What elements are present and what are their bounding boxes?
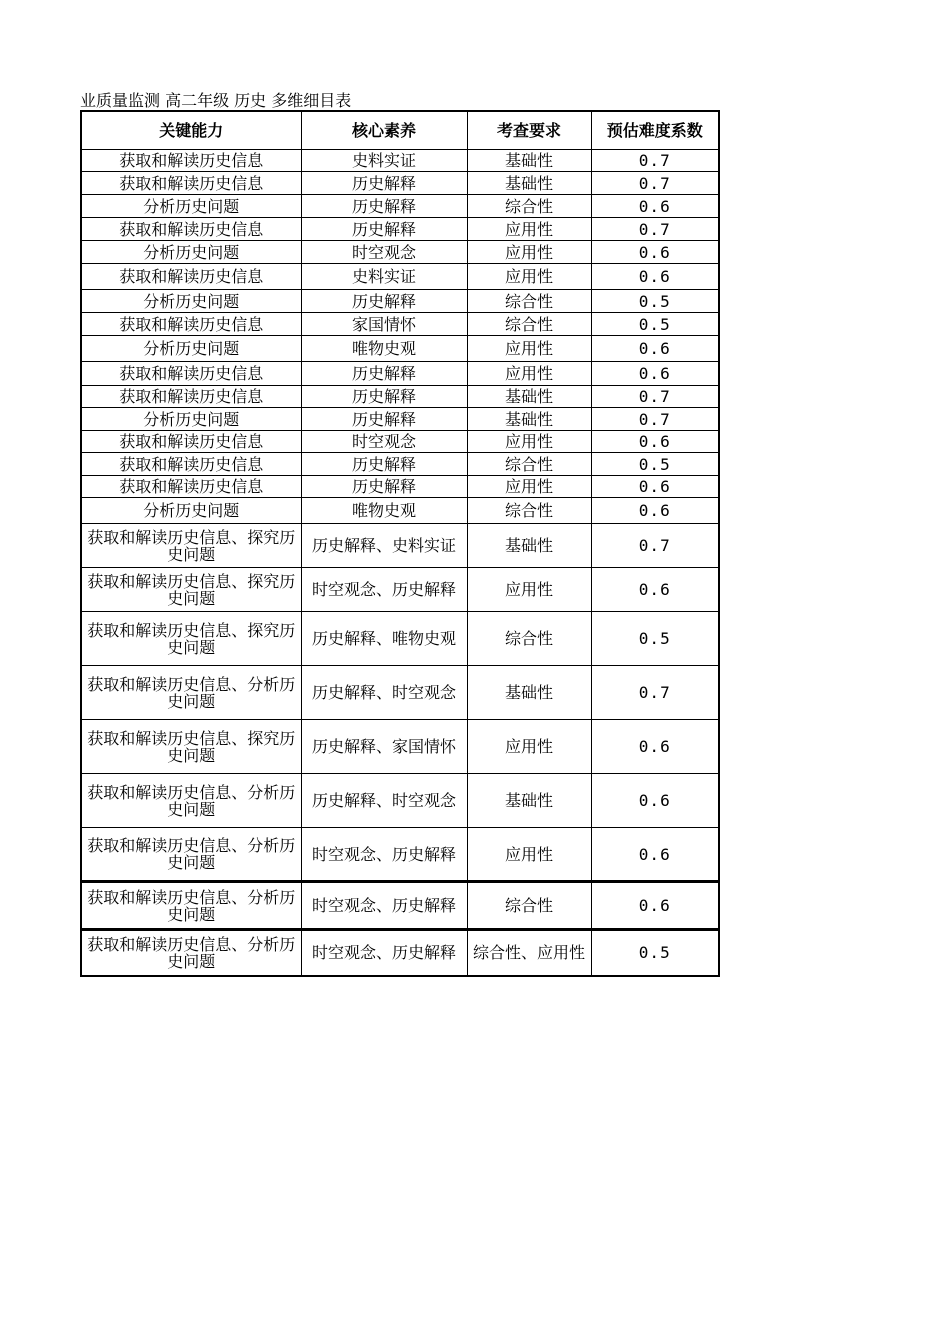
cell-difficulty: 0.7 bbox=[591, 386, 719, 408]
table-row bbox=[81, 150, 719, 172]
cell-core-literacy: 历史解释、史料实证 bbox=[301, 524, 467, 568]
table-row bbox=[81, 774, 719, 828]
table-row bbox=[81, 930, 719, 976]
table-row bbox=[81, 172, 719, 195]
table-row bbox=[81, 362, 719, 386]
table-row bbox=[81, 828, 719, 882]
cell-requirement: 基础性 bbox=[467, 666, 591, 720]
cell-requirement: 综合性 bbox=[467, 882, 591, 930]
cell-difficulty: 0.6 bbox=[591, 431, 719, 453]
cell-core-literacy: 时空观念、历史解释 bbox=[301, 568, 467, 612]
cell-core-literacy: 历史解释 bbox=[301, 362, 467, 386]
cell-requirement: 应用性 bbox=[467, 828, 591, 882]
cell-key-ability: 分析历史问题 bbox=[81, 241, 301, 264]
cell-core-literacy: 唯物史观 bbox=[301, 336, 467, 362]
cell-requirement: 综合性 bbox=[467, 290, 591, 313]
cell-core-literacy: 历史解释、唯物史观 bbox=[301, 612, 467, 666]
cell-requirement: 综合性 bbox=[467, 313, 591, 336]
cell-core-literacy: 时空观念 bbox=[301, 241, 467, 264]
table-row bbox=[81, 568, 719, 612]
cell-core-literacy: 历史解释、家国情怀 bbox=[301, 720, 467, 774]
cell-key-ability: 获取和解读历史信息、探究历史问题 bbox=[81, 720, 301, 774]
table-row bbox=[81, 720, 719, 774]
cell-difficulty: 0.6 bbox=[591, 264, 719, 290]
cell-core-literacy: 时空观念、历史解释 bbox=[301, 882, 467, 930]
cell-difficulty: 0.7 bbox=[591, 150, 719, 172]
table-row bbox=[81, 882, 719, 930]
cell-key-ability: 获取和解读历史信息、分析历史问题 bbox=[81, 930, 301, 976]
cell-core-literacy: 历史解释、时空观念 bbox=[301, 666, 467, 720]
cell-core-literacy: 历史解释 bbox=[301, 408, 467, 431]
table-row bbox=[81, 241, 719, 264]
cell-key-ability: 获取和解读历史信息 bbox=[81, 362, 301, 386]
cell-difficulty: 0.6 bbox=[591, 828, 719, 882]
header-row bbox=[81, 111, 719, 150]
cell-key-ability: 获取和解读历史信息 bbox=[81, 453, 301, 476]
cell-key-ability: 获取和解读历史信息、分析历史问题 bbox=[81, 666, 301, 720]
cell-difficulty: 0.6 bbox=[591, 195, 719, 218]
table-row bbox=[81, 408, 719, 431]
cell-key-ability: 获取和解读历史信息、探究历史问题 bbox=[81, 612, 301, 666]
table-row bbox=[81, 336, 719, 362]
table-row bbox=[81, 264, 719, 290]
cell-key-ability: 获取和解读历史信息 bbox=[81, 476, 301, 498]
cell-requirement: 基础性 bbox=[467, 386, 591, 408]
cell-difficulty: 0.6 bbox=[591, 498, 719, 524]
cell-requirement: 基础性 bbox=[467, 524, 591, 568]
cell-key-ability: 分析历史问题 bbox=[81, 290, 301, 313]
cell-core-literacy: 史料实证 bbox=[301, 264, 467, 290]
cell-key-ability: 获取和解读历史信息 bbox=[81, 313, 301, 336]
cell-key-ability: 获取和解读历史信息、探究历史问题 bbox=[81, 568, 301, 612]
cell-requirement: 基础性 bbox=[467, 150, 591, 172]
cell-key-ability: 获取和解读历史信息 bbox=[81, 150, 301, 172]
cell-core-literacy: 历史解释 bbox=[301, 172, 467, 195]
cell-requirement: 基础性 bbox=[467, 408, 591, 431]
cell-requirement: 综合性 bbox=[467, 612, 591, 666]
table-row bbox=[81, 195, 719, 218]
header-requirement: 考查要求 bbox=[467, 111, 591, 150]
table-row bbox=[81, 476, 719, 498]
cell-key-ability: 分析历史问题 bbox=[81, 498, 301, 524]
cell-core-literacy: 时空观念 bbox=[301, 431, 467, 453]
cell-key-ability: 获取和解读历史信息 bbox=[81, 264, 301, 290]
cell-difficulty: 0.6 bbox=[591, 362, 719, 386]
cell-requirement: 基础性 bbox=[467, 774, 591, 828]
cell-difficulty: 0.6 bbox=[591, 720, 719, 774]
header-difficulty: 预估难度系数 bbox=[591, 111, 719, 150]
cell-difficulty: 0.7 bbox=[591, 172, 719, 195]
cell-requirement: 应用性 bbox=[467, 476, 591, 498]
cell-difficulty: 0.6 bbox=[591, 241, 719, 264]
cell-key-ability: 获取和解读历史信息、分析历史问题 bbox=[81, 828, 301, 882]
cell-key-ability: 获取和解读历史信息、分析历史问题 bbox=[81, 774, 301, 828]
cell-core-literacy: 家国情怀 bbox=[301, 313, 467, 336]
table-row bbox=[81, 218, 719, 241]
detail-table bbox=[80, 110, 720, 977]
cell-key-ability: 获取和解读历史信息 bbox=[81, 218, 301, 241]
table-row bbox=[81, 524, 719, 568]
cell-core-literacy: 历史解释 bbox=[301, 476, 467, 498]
cell-requirement: 综合性 bbox=[467, 498, 591, 524]
cell-difficulty: 0.6 bbox=[591, 774, 719, 828]
table-row bbox=[81, 386, 719, 408]
cell-key-ability: 分析历史问题 bbox=[81, 408, 301, 431]
cell-core-literacy: 史料实证 bbox=[301, 150, 467, 172]
cell-difficulty: 0.6 bbox=[591, 336, 719, 362]
table-row bbox=[81, 313, 719, 336]
cell-requirement: 应用性 bbox=[467, 720, 591, 774]
table-row bbox=[81, 666, 719, 720]
cell-requirement: 基础性 bbox=[467, 172, 591, 195]
cell-difficulty: 0.7 bbox=[591, 218, 719, 241]
cell-key-ability: 获取和解读历史信息 bbox=[81, 386, 301, 408]
cell-difficulty: 0.6 bbox=[591, 476, 719, 498]
cell-core-literacy: 历史解释 bbox=[301, 386, 467, 408]
cell-requirement: 应用性 bbox=[467, 241, 591, 264]
cell-core-literacy: 历史解释 bbox=[301, 290, 467, 313]
cell-difficulty: 0.5 bbox=[591, 290, 719, 313]
cell-key-ability: 分析历史问题 bbox=[81, 195, 301, 218]
cell-difficulty: 0.5 bbox=[591, 453, 719, 476]
cell-key-ability: 获取和解读历史信息、探究历史问题 bbox=[81, 524, 301, 568]
cell-core-literacy: 历史解释 bbox=[301, 195, 467, 218]
cell-requirement: 综合性 bbox=[467, 195, 591, 218]
header-core-literacy: 核心素养 bbox=[301, 111, 467, 150]
table-row bbox=[81, 431, 719, 453]
table-row bbox=[81, 290, 719, 313]
cell-core-literacy: 时空观念、历史解释 bbox=[301, 930, 467, 976]
cell-key-ability: 获取和解读历史信息 bbox=[81, 431, 301, 453]
cell-core-literacy: 历史解释 bbox=[301, 218, 467, 241]
cell-core-literacy: 时空观念、历史解释 bbox=[301, 828, 467, 882]
cell-difficulty: 0.5 bbox=[591, 612, 719, 666]
cell-difficulty: 0.6 bbox=[591, 568, 719, 612]
cell-key-ability: 分析历史问题 bbox=[81, 336, 301, 362]
cell-requirement: 综合性、应用性 bbox=[467, 930, 591, 976]
sheet-title: 业质量监测 高二年级 历史 多维细目表 bbox=[80, 91, 352, 110]
cell-requirement: 综合性 bbox=[467, 453, 591, 476]
cell-difficulty: 0.5 bbox=[591, 930, 719, 976]
header-key-ability: 关键能力 bbox=[81, 111, 301, 150]
cell-requirement: 应用性 bbox=[467, 431, 591, 453]
cell-key-ability: 获取和解读历史信息 bbox=[81, 172, 301, 195]
cell-difficulty: 0.5 bbox=[591, 313, 719, 336]
table-row bbox=[81, 612, 719, 666]
cell-core-literacy: 历史解释 bbox=[301, 453, 467, 476]
cell-requirement: 应用性 bbox=[467, 336, 591, 362]
cell-difficulty: 0.7 bbox=[591, 524, 719, 568]
table-row bbox=[81, 498, 719, 524]
cell-requirement: 应用性 bbox=[467, 264, 591, 290]
cell-requirement: 应用性 bbox=[467, 218, 591, 241]
cell-core-literacy: 历史解释、时空观念 bbox=[301, 774, 467, 828]
cell-difficulty: 0.6 bbox=[591, 882, 719, 930]
cell-requirement: 应用性 bbox=[467, 362, 591, 386]
cell-difficulty: 0.7 bbox=[591, 408, 719, 431]
cell-requirement: 应用性 bbox=[467, 568, 591, 612]
cell-difficulty: 0.7 bbox=[591, 666, 719, 720]
cell-key-ability: 获取和解读历史信息、分析历史问题 bbox=[81, 882, 301, 930]
table-row bbox=[81, 453, 719, 476]
cell-core-literacy: 唯物史观 bbox=[301, 498, 467, 524]
